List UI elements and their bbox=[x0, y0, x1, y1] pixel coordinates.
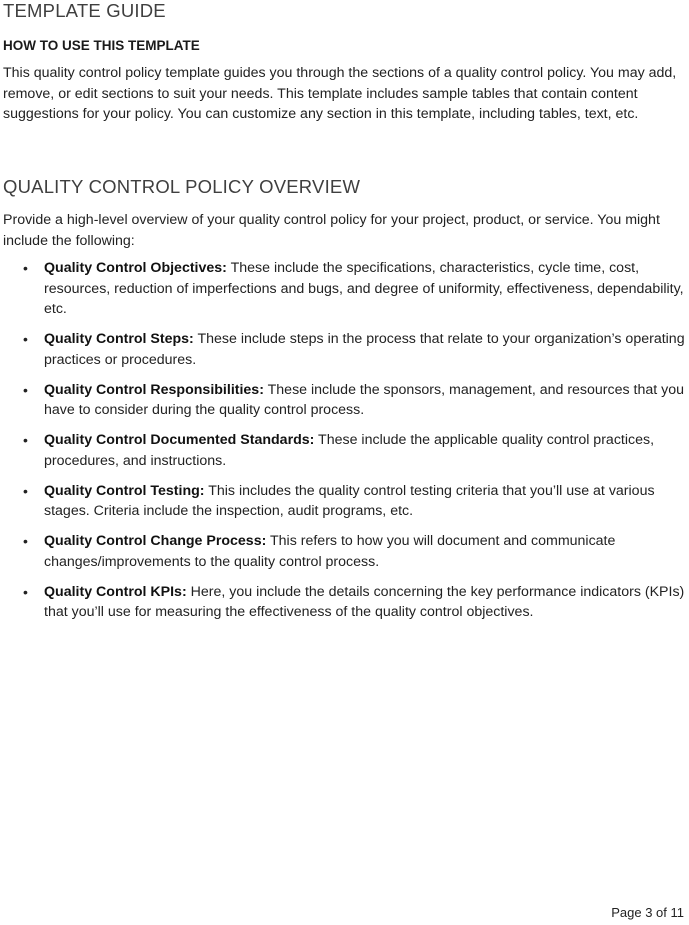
bullet-term: Quality Control Change Process: bbox=[44, 533, 267, 549]
bullet-icon: • bbox=[23, 533, 28, 549]
bullet-term: Quality Control Responsibilities: bbox=[44, 381, 264, 398]
list-item-documented-standards bbox=[0, 430, 689, 471]
bullet-icon: • bbox=[23, 381, 28, 398]
list-item-objectives bbox=[0, 258, 689, 320]
page-number: Page 3 of 11 bbox=[611, 905, 684, 920]
bullet-icon: • bbox=[23, 260, 28, 276]
bullet-term: Quality Control Testing: bbox=[44, 482, 205, 499]
bullet-term: Quality Control Steps: bbox=[44, 331, 194, 347]
bullet-term: Quality Control Documented Standards: bbox=[44, 432, 315, 448]
bullet-text: This refers to how you will document and communicate changes/improvements to the quality control process. bbox=[44, 533, 616, 570]
overview-bullet-list bbox=[0, 258, 689, 632]
bullet-text: These include the specifications, characteristics, cycle time, cost, resources, reduction of imperfections and bugs, and degree of uniformity, effectiveness, dependability, etc. bbox=[44, 260, 684, 317]
bullet-text: Here, you include the details concerning the key performance indicators (KPIs) that you’ll use for measuring the effectiveness of the quality control objectives. bbox=[44, 583, 685, 620]
template-guide-heading: TEMPLATE GUIDE bbox=[3, 0, 166, 21]
list-item-change-process bbox=[0, 531, 689, 572]
bullet-term: Quality Control Objectives: bbox=[44, 260, 227, 276]
template-guide-paragraph: This quality control policy template guides you through the sections of a quality control policy. You may add, remove, or edit sections to suit your needs. This template includes sample tables that contain content suggestions for your policy. You can customize any section in this template, including tables, text, etc. bbox=[3, 65, 677, 122]
bullet-icon: • bbox=[23, 432, 28, 448]
how-to-use-subheading: HOW TO USE THIS TEMPLATE bbox=[3, 38, 200, 53]
list-item-responsibilities bbox=[0, 380, 689, 421]
bullet-icon: • bbox=[23, 583, 28, 600]
overview-paragraph: Provide a high-level overview of your quality control policy for your project, product, or service. You might include the following: bbox=[3, 212, 660, 249]
bullet-icon: • bbox=[23, 482, 28, 499]
overview-heading: QUALITY CONTROL POLICY OVERVIEW bbox=[3, 176, 361, 197]
bullet-text: These include steps in the process that relate to your organization’s operating practices or procedures. bbox=[44, 331, 685, 368]
bullet-text: These include the sponsors, management, and resources that you have to consider during the quality control process. bbox=[44, 381, 685, 418]
list-item-testing bbox=[0, 481, 689, 522]
list-item-kpis bbox=[0, 582, 689, 623]
bullet-text: These include the applicable quality control practices, procedures, and instructions. bbox=[44, 432, 655, 469]
bullet-term: Quality Control KPIs: bbox=[44, 583, 187, 600]
bullet-icon: • bbox=[23, 331, 28, 347]
bullet-text: This includes the quality control testing criteria that you’ll use at various stages. Criteria include the inspection, audit programs, etc. bbox=[44, 482, 655, 519]
list-item-steps bbox=[0, 329, 689, 370]
